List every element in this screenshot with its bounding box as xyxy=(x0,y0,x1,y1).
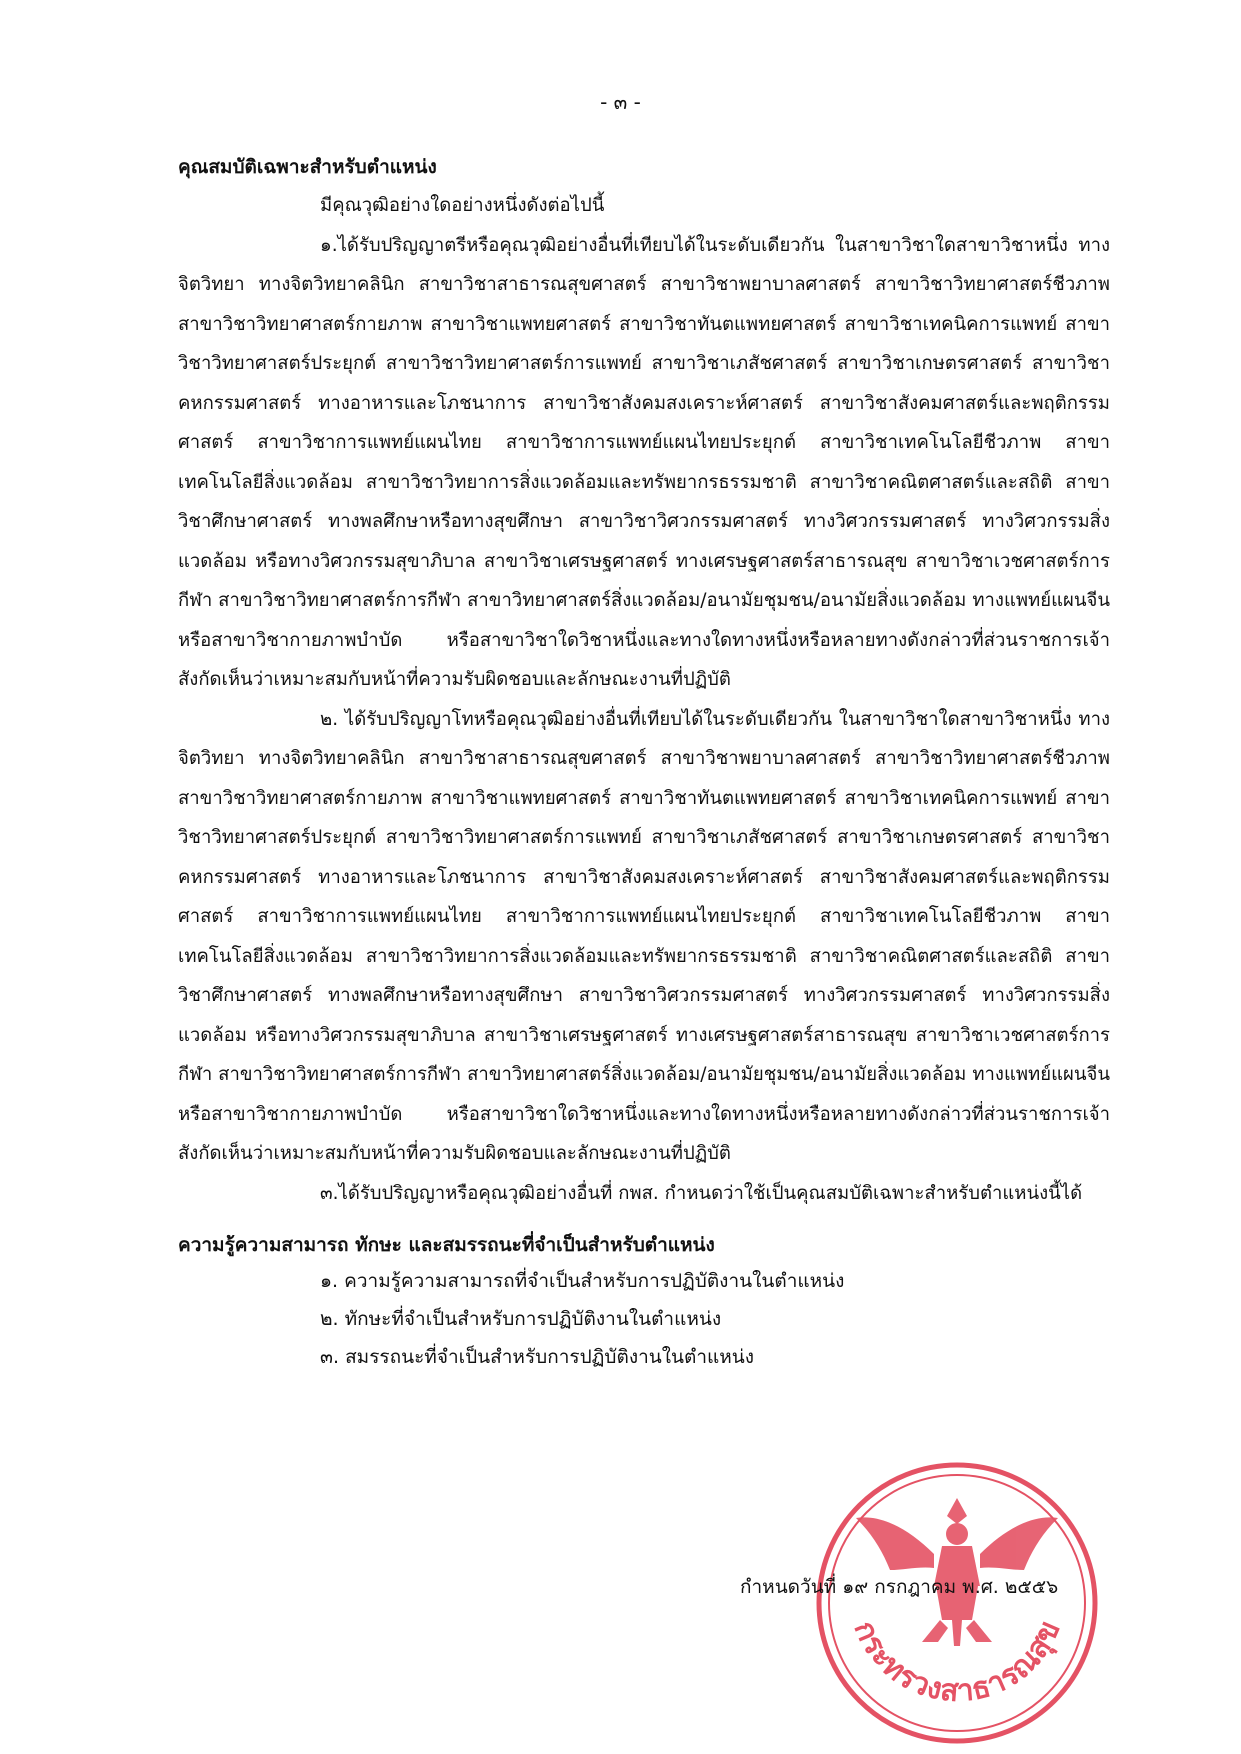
qualification-item-3: ๓.ได้รับปริญญาหรือคุณวุฒิอย่างอื่นที่ กพส. กำหนดว่าใช้เป็นคุณสมบัติเฉพาะสำหรับตำแหน่งนี้ได้ xyxy=(320,1182,1083,1204)
competency-list xyxy=(320,1262,844,1376)
ministry-seal xyxy=(812,1458,1102,1748)
section-heading-qualifications: คุณสมบัติเฉพาะสำหรับตำแหน่ง xyxy=(178,156,437,178)
section-heading-competencies: ความรู้ความสามารถ ทักษะ และสมรรถนะที่จำเป็นสำหรับตำแหน่ง xyxy=(178,1234,715,1256)
qualifications-lead: มีคุณวุฒิอย่างใดอย่างหนึ่งดังต่อไปนี้ xyxy=(320,195,605,216)
qualifications-body xyxy=(178,186,1110,1213)
competency-item-2: ๒. ทักษะที่จำเป็นสำหรับการปฏิบัติงานในตำแหน่ง xyxy=(320,1308,722,1330)
seal-text: กระทรวงสาธารณสุข xyxy=(846,1615,1068,1710)
qualification-item-2: ๒. ได้รับปริญญาโทหรือคุณวุฒิอย่างอื่นที่เทียบได้ในระดับเดียวกัน ในสาขาวิชาใดสาขาวิชาหนึ่ง ทางจิตวิทยา ทางจิตวิทยาคลินิก สาขาวิชาสาธารณสุขศาสตร์ สาขาวิชาพยาบาลศาสตร์ สาขาวิชาวิทยาศาสตร์ชีวภาพ สาขาวิชาวิทยาศาสตร์กายภาพ สาขาวิชาแพทยศาสตร์ สาขาวิชาทันตแพทยศาสตร์ สาขาวิชาเทคนิคการแพทย์ สาขาวิชาวิทยาศาสตร์ประยุกต์ สาขาวิชาวิทยาศาสตร์การแพทย์ สาขาวิชาเภสัชศาสตร์ สาขาวิชาเกษตรศาสตร์ สาขาวิชาคหกรรมศาสตร์ ทางอาหารและโภชนาการ สาขาวิชาสังคมสงเคราะห์ศาสตร์ สาขาวิชาสังคมศาสตร์และพฤติกรรมศาสตร์ สาขาวิชาการแพทย์แผนไทย สาขาวิชาการแพทย์แผนไทยประยุกต์ สาขาวิชาเทคโนโลยีชีวภาพ สาขาเทคโนโลยีสิ่งแวดล้อม สาขาวิชาวิทยาการสิ่งแวดล้อมและทรัพยากรธรรมชาติ สาขาวิชาคณิตศาสตร์และสถิติ สาขาวิชาศึกษาศาสตร์ ทางพลศึกษาหรือทางสุขศึกษา สาขาวิชาวิศวกรรมศาสตร์ ทางวิศวกรรมศาสตร์ ทางวิศวกรรมสิ่งแวดล้อม หรือทางวิศวกรรมสุขาภิบาล สาขาวิชาเศรษฐศาสตร์ ทางเศรษฐศาสตร์สาธารณสุข สาขาวิชาเวชศาสตร์การกีฬา สาขาวิชาวิทยาศาสตร์การกีฬา สาขาวิทยาศาสตร์สิ่งแวดล้อม/อนามัยชุมชน/อนามัยสิ่งแวดล้อม ทางแพทย์แผนจีน หรือสาขาวิชากายภาพบำบัด หรือสาขาวิชาใดวิชาหนึ่งและทางใดทางหนึ่งหรือหลายทางดังกล่าวที่ส่วนราชการเจ้าสังกัดเห็นว่าเหมาะสมกับหน้าที่ความรับผิดชอบและลักษณะงานที่ปฏิบัติ xyxy=(178,708,1110,1164)
qualification-item-1: ๑.ได้รับปริญญาตรีหรือคุณวุฒิอย่างอื่นที่เทียบได้ในระดับเดียวกัน ในสาขาวิชาใดสาขาวิชาหนึ่ง ทางจิตวิทยา ทางจิตวิทยาคลินิก สาขาวิชาสาธารณสุขศาสตร์ สาขาวิชาพยาบาลศาสตร์ สาขาวิชาวิทยาศาสตร์ชีวภาพ สาขาวิชาวิทยาศาสตร์กายภาพ สาขาวิชาแพทยศาสตร์ สาขาวิชาทันตแพทยศาสตร์ สาขาวิชาเทคนิคการแพทย์ สาขาวิชาวิทยาศาสตร์ประยุกต์ สาขาวิชาวิทยาศาสตร์การแพทย์ สาขาวิชาเภสัชศาสตร์ สาขาวิชาเกษตรศาสตร์ สาขาวิชาคหกรรมศาสตร์ ทางอาหารและโภชนาการ สาขาวิชาสังคมสงเคราะห์ศาสตร์ สาขาวิชาสังคมศาสตร์และพฤติกรรมศาสตร์ สาขาวิชาการแพทย์แผนไทย สาขาวิชาการแพทย์แผนไทยประยุกต์ สาขาวิชาเทคโนโลยีชีวภาพ สาขาเทคโนโลยีสิ่งแวดล้อม สาขาวิชาวิทยาการสิ่งแวดล้อมและทรัพยากรธรรมชาติ สาขาวิชาคณิตศาสตร์และสถิติ สาขาวิชาศึกษาศาสตร์ ทางพลศึกษาหรือทางสุขศึกษา สาขาวิชาวิศวกรรมศาสตร์ ทางวิศวกรรมศาสตร์ ทางวิศวกรรมสิ่งแวดล้อม หรือทางวิศวกรรมสุขาภิบาล สาขาวิชาเศรษฐศาสตร์ ทางเศรษฐศาสตร์สาธารณสุข สาขาวิชาเวชศาสตร์การกีฬา สาขาวิชาวิทยาศาสตร์การกีฬา สาขาวิทยาศาสตร์สิ่งแวดล้อม/อนามัยชุมชน/อนามัยสิ่งแวดล้อม ทางแพทย์แผนจีน หรือสาขาวิชากายภาพบำบัด หรือสาขาวิชาใดวิชาหนึ่งและทางใดทางหนึ่งหรือหลายทางดังกล่าวที่ส่วนราชการเจ้าสังกัดเห็นว่าเหมาะสมกับหน้าที่ความรับผิดชอบและลักษณะงานที่ปฏิบัติ xyxy=(178,234,1110,690)
page-number: - ๓ - xyxy=(600,90,641,114)
competency-item-3: ๓. สมรรถนะที่จำเป็นสำหรับการปฏิบัติงานในตำแหน่ง xyxy=(320,1346,755,1368)
date-line: กำหนดวันที่ ๑๙ กรกฎาคม พ.ศ. ๒๕๕๖ xyxy=(740,1576,1059,1598)
competency-item-1: ๑. ความรู้ความสามารถที่จำเป็นสำหรับการปฏิบัติงานในตำแหน่ง xyxy=(320,1270,845,1292)
